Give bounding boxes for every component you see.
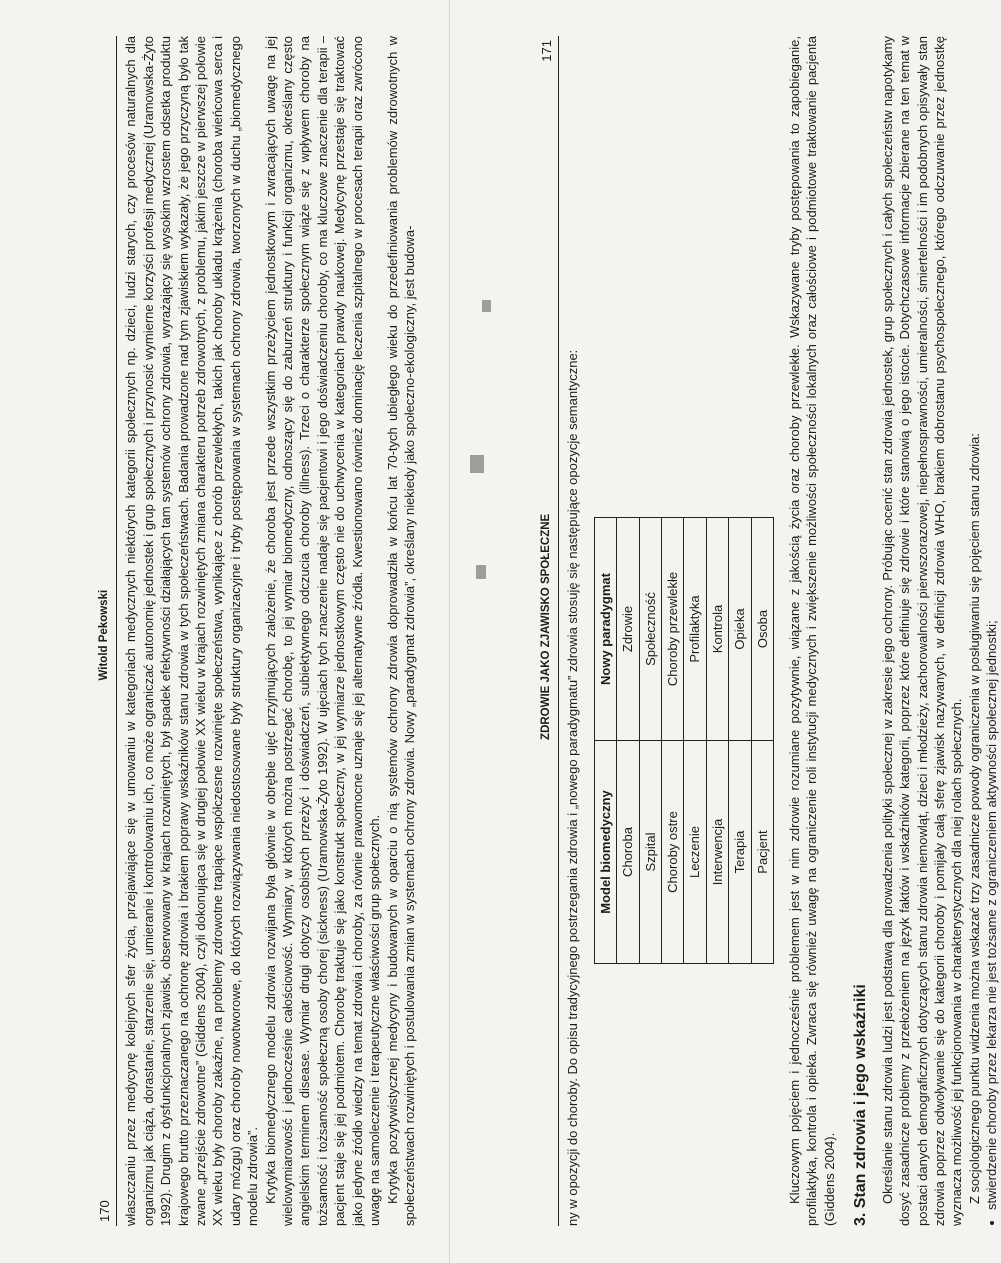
paragraph: Krytyka pozytywistycznej medycyny i budowanych w oparciu o nią systemów ochrony zdrowia doprowadziła w końcu lat 70-tych ubiegłego wieku do przedefiniowania problemów zdrowotnych w społeczeństwach rozwiniętych i postulowania zmian w systemach ochrony zdrowia. Nowy „paradygmat zdrowia”, określany niekiedy jako społeczno-ekologiczny, jest budowa-	[384, 36, 417, 1226]
table-cell: Terapia	[729, 741, 751, 964]
page-number: 170	[97, 1200, 112, 1222]
left-page	[96, 36, 506, 1226]
table-cell: Interwencja	[706, 741, 728, 964]
paragraph: ny w opozycji do choroby. Do opisu tradycyjnego postrzegania zdrowia i „nowego paradygmatu” zdrowia stosuję się następujące opozycje semantyczne:	[565, 349, 581, 1226]
table-row	[751, 518, 773, 964]
paragraph: właszczaniu przez medycynę kolejnych sfer życia, przejawiające się w umowaniu w kategoriach medycznych niektórych kategorii społecznych np. dzieci, ludzi starych, czy procesów naturalnych dla organizmu jak ciąża, dorastanie, starzenie się, umieranie i kontrolowaniu ich, co może ograniczać autonomię jednostek i grup społecznych i przynosić wymierne korzyści profesji medycznej (Uramowska-Żyto 1992). Drugim z dysfunkcjonalnych zjawisk, obserwowany w krajach rozwiniętych, był spadek efektywności działających tam systemów ochrony zdrowia, wyrażający się wysokim wzrostem odsetka produktu krajowego brutto przeznaczanego na ochronę zdrowia i brakiem poprawy wskaźników stanu zdrowia w tych społeczeństwach. Badania prowadzone nad tym zjawiskiem wykazały, że jego przyczyną było tak zwane „przejście zdrowotne” (Giddens 2004), czyli dokonująca się w drugiej połowie XX wieku w krajach rozwiniętych zmiana charakteru potrzeb zdrowotnych, z problemu, jakim jeszcze w pierwszej połowie XX wieku były choroby zakaźne, na problemy zdrowotne trapiące współczesne rozwinięte społeczeństwa, wynikające z chorób przewlekłych, takich jak choroby układu krążenia (choroba wieńcowa serca i udary mózgu) oraz choroby nowotworowe, do których rozwiązywania niedostosowane były struktury organizacyjne i tryby postępowania w systemach ochrony zdrowia, tworzonych w duchu „biomedycznego modelu zdrowia”.	[123, 36, 261, 1226]
table-cell: Społeczność	[639, 518, 661, 741]
column-header: Model biomedyczny	[594, 741, 616, 964]
list-item: • stwierdzenie choroby przez lekarza nie jest tożsame z ograniczeniem aktywności społecznej jednostki;	[983, 36, 1000, 1210]
table-row	[729, 518, 751, 964]
left-page-header	[96, 36, 117, 1226]
paragraph: Kluczowym pojęciem i jednocześnie problemem jest w nim zdrowie rozumiane pozytywnie, wiązane z jakością życia oraz choroby przewlekłe. Wskazywane tryby postępowania to zapobieganie, profilaktyka, kontrola i opieka. Zwraca się również uwagę na ograniczenie roli instytucji medycznych i zwiększenie możliwości społeczności lokalnych oraz całościowe i podmiotowe traktowanie pacjenta (Giddens 2004).	[787, 36, 837, 1226]
left-page-body	[122, 36, 418, 1226]
section-heading: 3. Stan zdrowia i jego wskaźniki	[852, 984, 870, 1226]
table-cell: Profilaktyka	[684, 518, 706, 741]
table-row	[662, 518, 684, 964]
table-row	[617, 518, 639, 964]
running-head: ZDROWIE JAKO ZJAWISKO SPOŁECZNE	[540, 513, 552, 740]
table-cell: Leczenie	[684, 741, 706, 964]
table-cell: Choroby ostre	[662, 741, 684, 964]
right-page	[538, 36, 1000, 1226]
comparison-table	[594, 517, 774, 964]
column-header: Nowy paradygmat	[594, 518, 616, 741]
table-cell: Kontrola	[706, 518, 728, 741]
bullet-list	[983, 36, 1000, 1226]
table-cell: Choroby przewlekłe	[662, 518, 684, 741]
paragraph: Określanie stanu zdrowia ludzi jest podstawą dla prowadzenia polityki społecznej w zakresie jego ochrony. Próbując ocenić stan zdrowia jednostek, grup społecznych i całych społeczeństw napotykamy dosyć zasadnicze problemy z przełożeniem na język faktów i wskaźników kategorii, poprzez które definiuje się zdrowie i które stanowią o jego istocie. Dotychczasowe informacje zbierane na ten temat w postaci danych demograficznych dotyczących stanu zdrowia niemowląt, dzieci i młodzieży, zachorowalności pierwszorazowej, niepełnosprawności, umieralności, śmiertelności i im podobnych opisywały stan zdrowia poprzez odwoływanie się do kategorii choroby i pomijały całą sferę zjawisk nazywanych, w definicji zdrowia WHO, brakiem dobrostanu psychospołecznego, którego odczuwanie przez jednostkę wyznacza możliwość jej funkcjonowania w charakterystycznych dla niej rolach społecznych.	[879, 36, 965, 1226]
right-page-header	[538, 36, 559, 1226]
paragraph: Z socjologicznego punktu widzenia można wskazać trzy zasadnicze powody ograniczenia w posługiwaniu się pojęciem stanu zdrowia:	[966, 432, 982, 1204]
table-row	[706, 518, 728, 964]
table-cell: Szpital	[639, 741, 661, 964]
table-cell: Pacjent	[751, 741, 773, 964]
table-cell: Opieka	[729, 518, 751, 741]
paragraph: Krytyka biomedycznego modelu zdrowia rozwijana była głównie w obrębie ujęć przyjmujących założenie, że choroba jest przede wszystkim przeżyciem jednostkowym i zwracających uwagę na jej wielowymiarowość i jednocześnie całościowość. Wymiary, w których można postrzegać chorobę, to jej wymiar biomedyczny, odnoszący się do zaburzeń struktury i funkcji organizmu, określany często angielskim terminem disease. Wymiar drugi dotyczy osobistych przeżyć i doświadczeń, subiektywnego odczucia choroby (illness). Trzeci o charakterze społecznym wiąże się z wpływem choroby na tożsamość i tożsamość społeczną osoby chorej (sickness) (Uramowska-Żyto 1992). W ujęciach tych znaczenie nadaje się pacjentowi i jego doświadczeniu choroby, co ma kluczowe znaczenie dla terapii – pacjent staje się jej podmiotem. Chorobę traktuje się jako konstrukt społeczny, w jej wymiarze jednostkowym często nie do uchwycenia w kategoriach prawdy naukowej. Medycynę przestaje się traktować jako jedyne źródło wiedzy na temat zdrowia i choroby, za równie prawomocne uznaje się jej alternatywne źródła. Kwestionowano również dominację leczenia szpitalnego w procesach terapii oraz zwrócono uwagę na samoleczenie i terapeutyczne właściwości grup społecznych.	[262, 36, 383, 1226]
table-cell: Zdrowie	[617, 518, 639, 741]
table-cell: Osoba	[751, 518, 773, 741]
right-page-body	[564, 36, 1000, 1226]
running-head: Witold Pekowski	[98, 589, 110, 681]
table-row	[639, 518, 661, 964]
table-header-row	[594, 518, 616, 964]
table-cell: Choroba	[617, 741, 639, 964]
table-row	[684, 518, 706, 964]
page-number: 171	[539, 40, 554, 62]
